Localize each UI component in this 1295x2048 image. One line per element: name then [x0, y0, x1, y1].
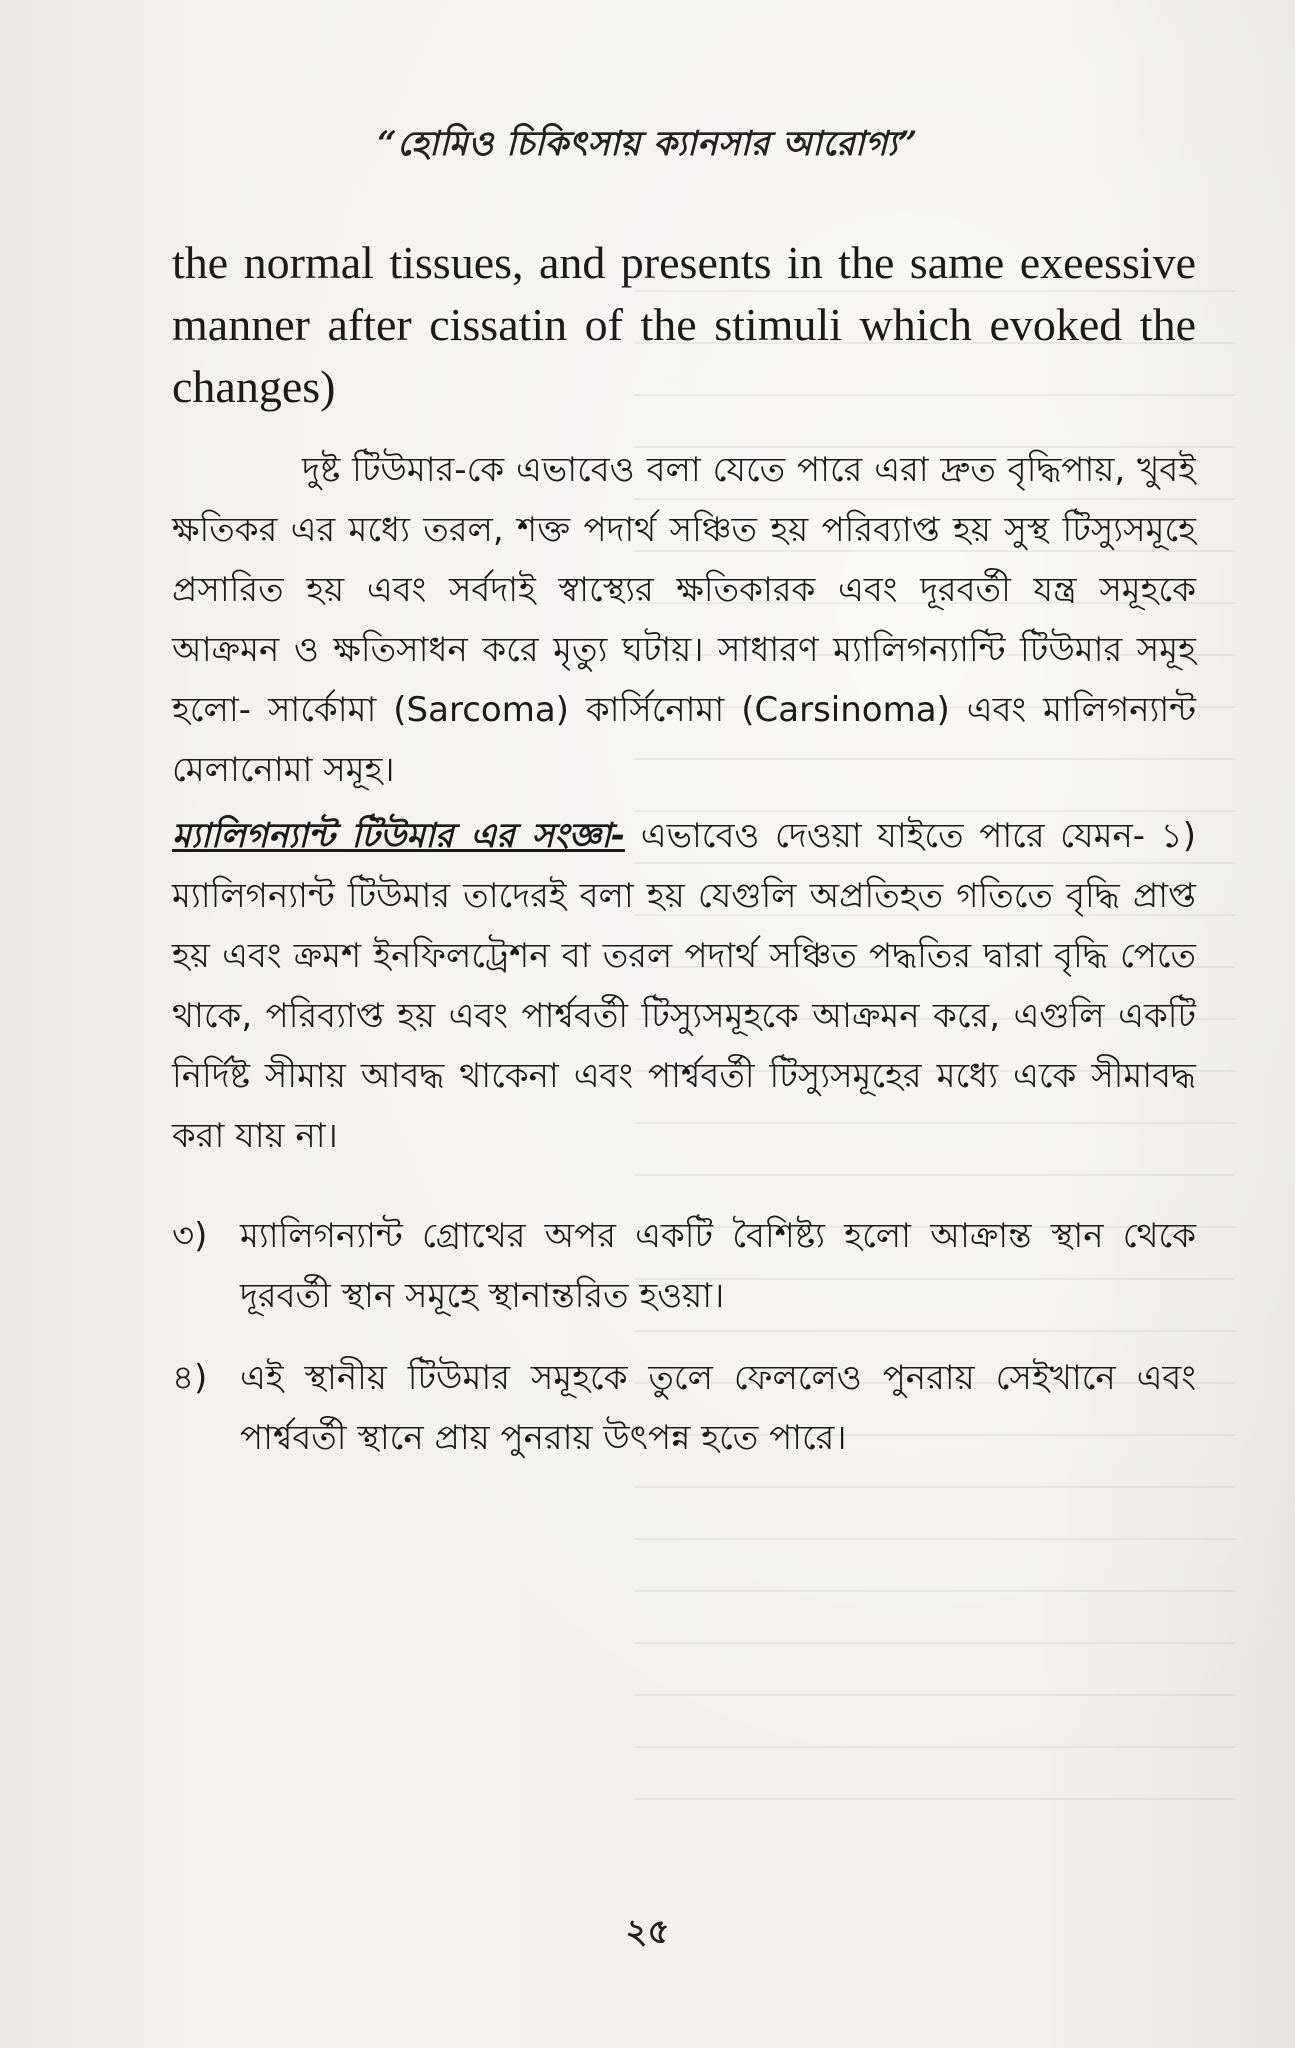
page-body — [172, 232, 1196, 1468]
list-item — [172, 1206, 1196, 1326]
list-item — [172, 1348, 1196, 1468]
list-item-number: ৪) — [172, 1358, 208, 1398]
running-header: “হোমিও চিকিৎসায় ক্যানসার আরোগ্য” — [377, 124, 918, 164]
list-item-text: এই স্থানীয় টিউমার সমূহকে তুলে ফেললেও পুনরায় সেইখানে এবং পার্শ্ববর্তী স্থানে প্রায় পুনরায় উৎপন্ন হতে পারে। — [240, 1358, 1196, 1458]
list-item-text: ম্যালিগন্যান্ট গ্রোথের অপর একটি বৈশিষ্ট্য হলো আক্রান্ত স্থান থেকে দূরবর্তী স্থান সমূহে স্থানান্তরিত হওয়া। — [240, 1216, 1196, 1316]
definition-paragraph — [172, 806, 1196, 1166]
definition-text: এভাবেও দেওয়া যাইতে পারে যেমন- ১) ম্যালিগন্যান্ট টিউমার তাদেরই বলা হয় যেগুলি অপ্রতিহত গতিতে বৃদ্ধি প্রাপ্ত হয় এবং ক্রমশ ইনফিলট্রেশন বা তরল পদার্থ সঞ্চিত পদ্ধতির দ্বারা বৃদ্ধি পেতে থাকে, পরিব্যাপ্ত হয় এবং পার্শ্ববর্তী টিস্যুসমূহকে আক্রমন করে, এগুলি একটি নির্দিষ্ট সীমায় আবদ্ধ থাকেনা এবং পার্শ্ববর্তী টিস্যুসমূহের মধ্যে একে সীমাবদ্ধ করা যায় না। — [172, 816, 1196, 1156]
paragraph-malignant-tumor: দুষ্ট টিউমার-কে এভাবেও বলা যেতে পারে এরা দ্রুত বৃদ্ধিপায়, খুবই ক্ষতিকর এর মধ্যে তরল, শক্ত পদার্থ সঞ্চিত হয় পরিব্যাপ্ত হয় সুস্থ টিস্যুসমূহে প্রসারিত হয় এবং সর্বদাই স্বাস্থ্যের ক্ষতিকারক এবং দূরবর্তী যন্ত্র সমূহকে আক্রমন ও ক্ষতিসাধন করে মৃত্যু ঘটায়। সাধারণ ম্যালিগন্যান্টি টিউমার সমূহ হলো- সার্কোমা (Sarcoma) কার্সিনোমা (Carsinoma) এবং মালিগন্যান্ট মেলানোমা সমূহ। — [172, 450, 1196, 790]
page-number: ২৫ — [625, 1912, 670, 1952]
definition-title: ম্যালিগন্যান্ট টিউমার এর সংজ্ঞা- — [172, 816, 626, 856]
english-continuation: the normal tissues, and presents in the same exeessive manner after cissatin of the stimuli which evoked the changes) — [172, 237, 1196, 412]
list-item-number: ৩) — [172, 1216, 208, 1256]
